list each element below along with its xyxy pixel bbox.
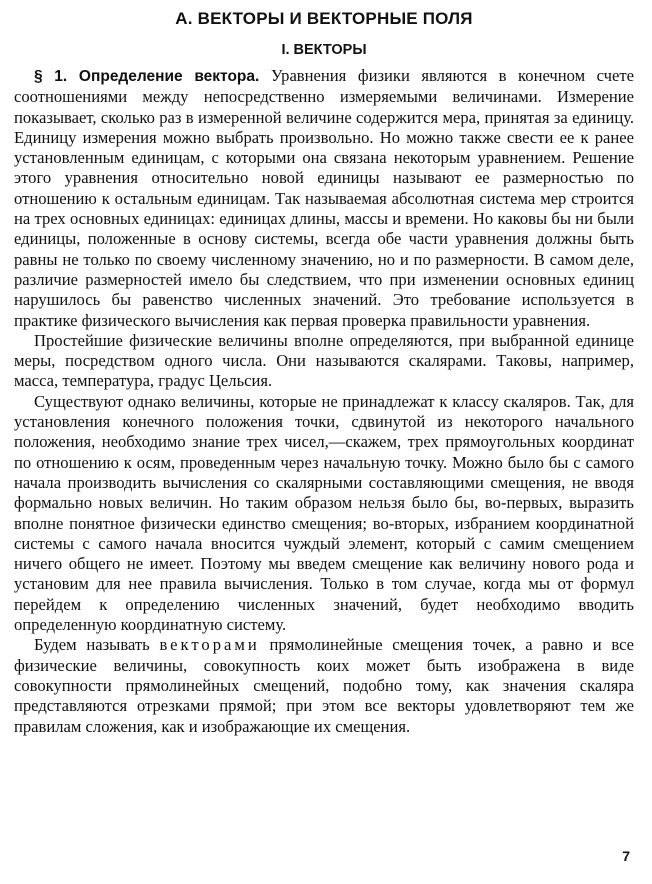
- part-title: А. ВЕКТОРЫ И ВЕКТОРНЫЕ ПОЛЯ: [175, 9, 473, 28]
- section-heading: § 1. Определение вектора.: [34, 68, 260, 85]
- paragraph-definition-body: Уравнения физики являются в конечном счете соотношениями между непосредственно измеряемыми величинами. Измерение показывает, сколько раз в измеренной величине содержится мера, принятая за единицу. Единицу измерения можно выбрать произвольно. Но можно также свести ее к ранее установленным единицам, с которыми она связана некоторым уравнением. Решение этого уравнения относительно новой единицы называют ее размерностью по отношению к остальным единицам. Так называемая абсолютная система мер строится на трех основных единицах: единицах длины, массы и времени. Но каковы бы ни были единицы, положенные в основу системы, всегда обе части уравнения должны быть равны не только по своему численному значению, но и по размерности. В самом деле, различие размерностей имело бы следствием, что при изменении основных единиц нарушилось бы равенство численных значений. Это требование используется в практике физического вычисления как первая проверка правильности уравнения.: [14, 66, 634, 330]
- page-number: 7: [622, 848, 630, 864]
- paragraph-vectors-lead: Будем называть: [34, 635, 150, 655]
- term-vectors: векторами: [159, 635, 260, 655]
- paragraph-vectors: [14, 635, 634, 736]
- paragraph-definition: [14, 66, 634, 331]
- chapter-title: I. ВЕКТОРЫ: [281, 42, 367, 58]
- paragraph-scalars: Простейшие физические величины вполне определяются, при выбранной единице меры, посредством одного числа. Они называются скалярами. Таковы, например, масса, температура, градус Цельсия.: [14, 330, 634, 391]
- paragraph-displacement: Существуют однако величины, которые не принадлежат к классу скаляров. Так, для установления конечного положения точки, сдвинутой из некоторого начального положения, необходимо знание трех чисел,—скажем, трех прямоугольных координат по отношению к осям, проведенным через начальную точку. Можно было бы с самого начала производить вычисления со скалярными составляющими смещения, не вводя формально новых величин. Но таким образом нельзя было бы, во-первых, выразить вполне понятное физически единство смещения; во-вторых, избранием координатной системы с самого начала вносится чуждый элемент, который с самим смещением ничего общего не имеет. Поэтому мы введем смещение как величину нового рода и установим для нее правила вычисления. Только в том случае, когда мы от формул перейдем к определению численных значений, будет необходимо вводить определенную координатную систему.: [14, 391, 634, 635]
- document-page: [14, 4, 634, 880]
- paragraph-vectors-rest: прямолинейные смещения точек, а равно и все физические величины, совокупность коих может быть изображена в виде совокупности прямолинейных смещений, подобно тому, как значения скаляра представляются отрезками прямой; при этом все векторы удовлетворяют тем же правилам сложения, как и изображающие их смещения.: [14, 635, 634, 736]
